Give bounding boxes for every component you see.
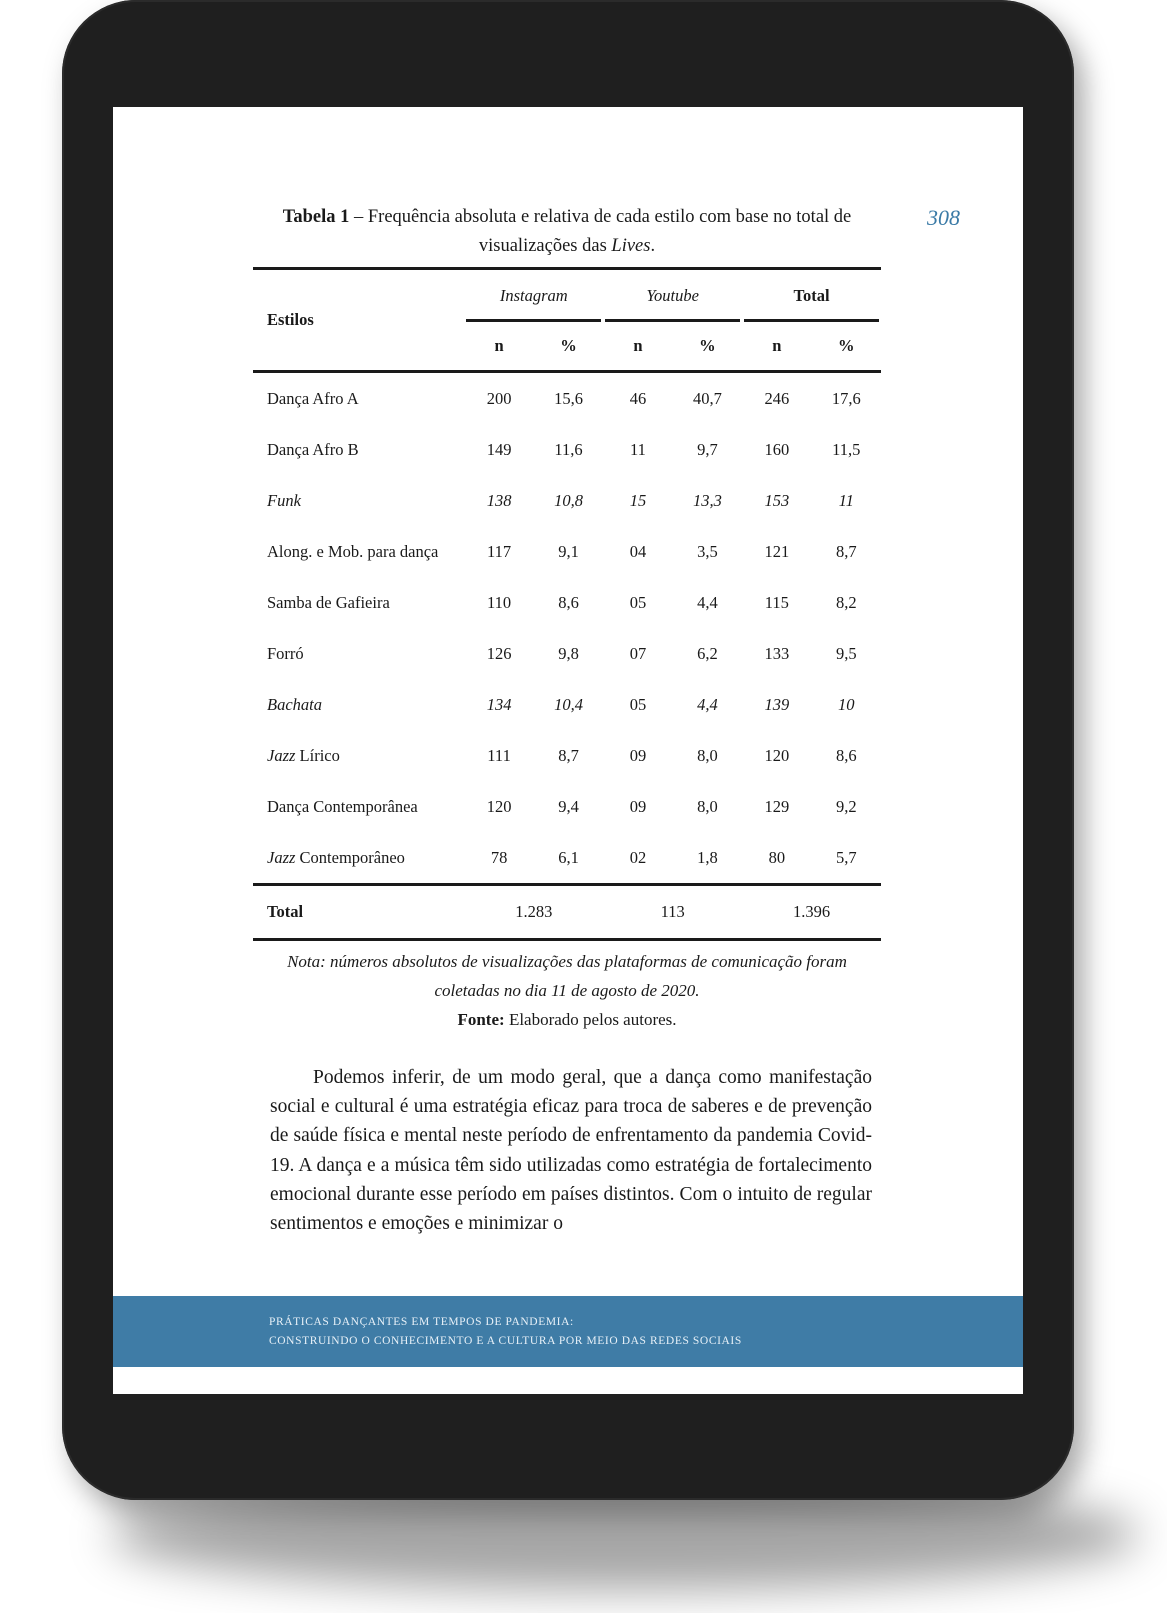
row-style-italic: Jazz [267,847,296,867]
cell: 80 [768,847,786,867]
cell: 46 [629,388,647,408]
total-instagram: 1.283 [515,902,553,921]
cell: 246 [764,388,790,408]
cell: 8,6 [558,592,579,612]
cell: 110 [486,592,512,612]
header-instagram: Instagram [464,269,603,323]
caption-period: . [650,236,656,256]
cell: 78 [490,847,508,867]
body-paragraph [270,1063,872,1238]
caption-text: – Frequência absoluta e relativa de cada estilo com base no total de visualizações das [349,207,852,256]
row-style-rest: Contemporâneo [295,847,405,867]
cell: 120 [764,745,790,765]
cell: 121 [764,541,790,561]
table-row [253,832,881,885]
cell: 11 [629,439,646,459]
cell: 11,6 [554,439,583,459]
cell: 9,8 [558,643,579,663]
subheader-pct: % [699,336,716,355]
row-style: Dança Contemporânea [267,796,418,816]
row-style: Funk [267,490,301,510]
cell: 09 [629,796,647,816]
table-row [253,475,881,526]
table-row [253,577,881,628]
cell: 5,7 [835,847,857,867]
subheader-n: n [772,336,782,355]
subheader-pct: % [560,336,577,355]
source-label: Fonte: [457,1010,505,1029]
cell: 02 [629,847,647,867]
total-label: Total [267,902,304,921]
cell: 8,6 [835,745,857,765]
caption-label: Tabela 1 [282,207,350,227]
cell: 10,8 [554,490,583,510]
table-row [253,372,881,425]
header-total: Total [742,269,881,323]
tablet-screen[interactable] [113,107,1023,1394]
cell: 8,0 [697,745,718,765]
cell: 17,6 [831,388,861,408]
total-youtube: 113 [660,902,685,921]
header-estilos: Estilos [253,269,464,372]
cell: 3,5 [697,541,718,561]
footer-line-1: PRÁTICAS DANÇANTES EM TEMPOS DE PANDEMIA: [269,1316,574,1328]
cell: 11,5 [832,439,861,459]
subheader-pct: % [838,336,855,355]
cell: 9,5 [835,643,857,663]
cell: 117 [486,541,512,561]
data-table [253,267,881,941]
cell: 9,4 [558,796,579,816]
cell: 126 [486,643,512,663]
table-row [253,526,881,577]
paragraph-text: Podemos inferir, de um modo geral, que a dança como manifestação social e cultural é uma estratégia eficaz para troca de saberes e de prevenção de saúde física e mental neste período de enfrentamento da pandemia Covid-19. A dança e a música têm sido utilizadas como estratégia de fortalecimento emocional durante esse período em países distintos. Com o intuito de regular sentimentos e emoções e minimizar o [270,1067,872,1235]
cell: 11 [838,490,854,510]
table-row [253,628,881,679]
cell: 15,6 [554,388,583,408]
cell: 10,4 [554,694,583,714]
cell: 15 [629,490,647,510]
row-style [253,730,464,781]
cell: 200 [486,388,512,408]
cell: 120 [486,796,512,816]
cell: 6,1 [558,847,579,867]
table-note [253,947,881,1034]
subheader-n: n [633,336,643,355]
page-number: 308 [927,205,960,230]
row-style-rest: Lírico [295,745,340,765]
table-row [253,730,881,781]
cell: 8,2 [835,592,857,612]
subheader-n: n [494,336,504,355]
total-total: 1.396 [792,902,831,921]
cell: 134 [486,694,512,714]
cell: 07 [629,643,647,663]
cell: 160 [764,439,790,459]
row-style [253,832,464,885]
row-style-italic: Jazz [267,745,296,765]
table-row [253,424,881,475]
cell: 9,1 [558,541,579,561]
footer-line-2: CONSTRUINDO O CONHECIMENTO E A CULTURA POR MEIO DAS REDES SOCIAIS [269,1335,742,1347]
row-style: Samba de Gafieira [267,592,390,612]
row-style: Dança Afro B [267,439,359,459]
table-row [253,781,881,832]
source-text: Elaborado pelos autores. [504,1010,677,1029]
cell: 115 [764,592,789,612]
row-style: Dança Afro A [267,388,359,408]
caption-italic: Lives [611,236,651,256]
cell: 8,0 [697,796,718,816]
cell: 4,4 [697,592,718,612]
row-style: Along. e Mob. para dança [267,541,439,561]
cell: 09 [629,745,647,765]
cell: 129 [764,796,790,816]
table-row [253,679,881,730]
cell: 1,8 [697,847,718,867]
cell: 8,7 [558,745,579,765]
cell: 111 [487,745,511,765]
cell: 4,4 [697,694,718,714]
cell: 153 [764,490,790,510]
footer-title [269,1313,742,1351]
row-style: Forró [267,643,304,663]
cell: 13,3 [692,490,722,510]
table-caption [253,203,881,261]
note-text: : números absolutos de visualizações das plataformas de comunicação foram coletadas no dia 11 de agosto de 2020. [320,952,847,1000]
header-youtube: Youtube [603,269,742,323]
cell: 05 [629,694,647,714]
cell: 04 [629,541,647,561]
row-style: Bachata [267,694,322,714]
cell: 138 [486,490,512,510]
cell: 6,2 [697,643,718,663]
cell: 9,7 [697,439,718,459]
cell: 8,7 [835,541,857,561]
cell: 40,7 [692,388,722,408]
cell: 149 [486,439,512,459]
total-row [253,885,881,940]
cell: 139 [764,694,790,714]
note-label: Nota [287,952,321,971]
cell: 10 [838,694,855,714]
cell: 9,2 [835,796,857,816]
cell: 05 [629,592,647,612]
cell: 133 [764,643,790,663]
